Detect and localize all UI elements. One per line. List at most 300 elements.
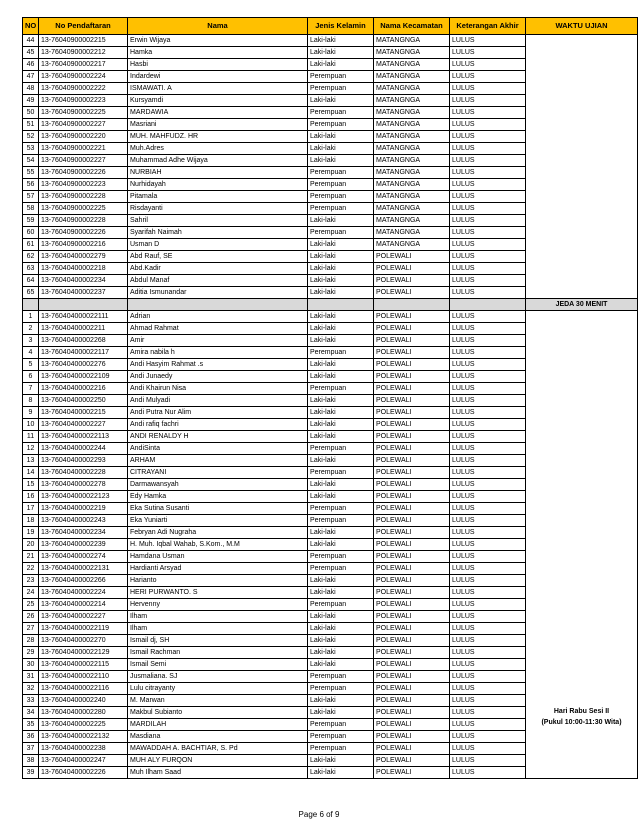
registration-number: 13-76040900002215 [39,35,128,47]
final-status: LULUS [450,131,526,143]
gender: Laki-laki [308,587,374,599]
gender: Perempuan [308,563,374,575]
table-row [23,35,638,47]
participant-name: Syarifah Naimah [128,227,308,239]
district: POLEWALI [374,311,450,323]
district: POLEWALI [374,755,450,767]
participant-name: Ilham [128,623,308,635]
final-status: LULUS [450,467,526,479]
participant-name: Sahril [128,215,308,227]
district: POLEWALI [374,275,450,287]
final-status: LULUS [450,683,526,695]
registration-number: 13-760404000022132 [39,731,128,743]
row-number: 46 [23,59,39,71]
gender: Perempuan [308,719,374,731]
registration-number: 13-76040900002222 [39,83,128,95]
participant-name: AndiSinta [128,443,308,455]
row-number: 29 [23,647,39,659]
registration-number: 13-760404000022123 [39,491,128,503]
gender: Laki-laki [308,527,374,539]
registration-number: 13-76040900002227 [39,155,128,167]
table-header-row [23,18,638,35]
final-status: LULUS [450,743,526,755]
participant-name: Adrian [128,311,308,323]
row-number: 51 [23,119,39,131]
registration-number: 13-76040400002239 [39,539,128,551]
separator-cell [450,299,526,311]
registration-number: 13-76040400002250 [39,395,128,407]
final-status: LULUS [450,599,526,611]
row-number: 5 [23,359,39,371]
district: MATANGNGA [374,143,450,155]
row-number: 38 [23,755,39,767]
gender: Perempuan [308,683,374,695]
final-status: LULUS [450,431,526,443]
gender: Laki-laki [308,143,374,155]
participant-name: Abd Rauf, SE [128,251,308,263]
district: POLEWALI [374,683,450,695]
final-status: LULUS [450,395,526,407]
registration-number: 13-76040400002280 [39,707,128,719]
participant-name: Abd.Kadir [128,263,308,275]
separator-cell [374,299,450,311]
registration-number: 13-76040400002216 [39,383,128,395]
row-number: 62 [23,251,39,263]
final-status: LULUS [450,347,526,359]
registration-number: 13-76040400002234 [39,527,128,539]
district: MATANGNGA [374,71,450,83]
final-status: LULUS [450,107,526,119]
district: POLEWALI [374,407,450,419]
district: MATANGNGA [374,239,450,251]
row-number: 16 [23,491,39,503]
row-number: 8 [23,395,39,407]
row-number: 4 [23,347,39,359]
separator-row [23,299,638,311]
row-number: 14 [23,467,39,479]
row-number: 47 [23,71,39,83]
participant-name: Ahmad Rahmat [128,323,308,335]
final-status: LULUS [450,503,526,515]
registration-number: 13-76040400002240 [39,695,128,707]
participant-name: Makbul Subianto [128,707,308,719]
row-number: 13 [23,455,39,467]
registration-number: 13-76040400002219 [39,503,128,515]
gender: Laki-laki [308,455,374,467]
registration-number: 13-76040400002218 [39,263,128,275]
district: MATANGNGA [374,131,450,143]
district: POLEWALI [374,743,450,755]
district: MATANGNGA [374,95,450,107]
final-status: LULUS [450,731,526,743]
final-status: LULUS [450,611,526,623]
gender: Laki-laki [308,419,374,431]
final-status: LULUS [450,755,526,767]
gender: Laki-laki [308,371,374,383]
participant-name: Risdayanti [128,203,308,215]
registration-number: 13-76040400002274 [39,551,128,563]
district: MATANGNGA [374,203,450,215]
final-status: LULUS [450,359,526,371]
row-number: 65 [23,287,39,299]
final-status: LULUS [450,335,526,347]
registration-number: 13-76040900002228 [39,191,128,203]
participant-name: Indardewi [128,71,308,83]
district: POLEWALI [374,731,450,743]
row-number: 23 [23,575,39,587]
final-status: LULUS [450,143,526,155]
gender: Perempuan [308,515,374,527]
district: MATANGNGA [374,167,450,179]
district: POLEWALI [374,359,450,371]
participant-name: Ismail dj, SH [128,635,308,647]
registration-number: 13-76040900002223 [39,95,128,107]
row-number: 33 [23,695,39,707]
registration-number: 13-760404000022113 [39,431,128,443]
registration-number: 13-76040900002223 [39,179,128,191]
district: POLEWALI [374,623,450,635]
participant-name: ARHAM [128,455,308,467]
registration-number: 13-760404000022109 [39,371,128,383]
registration-number: 13-76040900002228 [39,215,128,227]
final-status: LULUS [450,707,526,719]
final-status: LULUS [450,239,526,251]
district: POLEWALI [374,419,450,431]
participant-name: Abdul Manaf [128,275,308,287]
district: POLEWALI [374,431,450,443]
participant-name: Ismail Rachman [128,647,308,659]
registration-number: 13-76040400002225 [39,719,128,731]
row-number: 20 [23,539,39,551]
registration-number: 13-76040400002247 [39,755,128,767]
row-number: 34 [23,707,39,719]
final-status: LULUS [450,275,526,287]
participant-name: Ismail Semi [128,659,308,671]
registration-number: 13-76040400002268 [39,335,128,347]
participant-name: Kursyamdi [128,95,308,107]
district: POLEWALI [374,671,450,683]
district: POLEWALI [374,719,450,731]
registration-number: 13-76040400002276 [39,359,128,371]
participant-name: Usman D [128,239,308,251]
row-number: 1 [23,311,39,323]
participant-name: Andi rafiq fachri [128,419,308,431]
gender: Laki-laki [308,59,374,71]
gender: Perempuan [308,83,374,95]
district: POLEWALI [374,383,450,395]
final-status: LULUS [450,539,526,551]
registration-number: 13-760404000022129 [39,647,128,659]
gender: Perempuan [308,743,374,755]
district: MATANGNGA [374,35,450,47]
registration-number: 13-760404000022116 [39,683,128,695]
registration-number: 13-76040900002226 [39,167,128,179]
district: POLEWALI [374,455,450,467]
gender: Perempuan [308,71,374,83]
gender: Laki-laki [308,575,374,587]
table-body-session-2 [23,311,638,779]
row-number: 26 [23,611,39,623]
final-status: LULUS [450,215,526,227]
district: MATANGNGA [374,215,450,227]
registration-number: 13-76040400002227 [39,611,128,623]
participant-name: Muhammad Adhe Wijaya [128,155,308,167]
registration-number: 13-76040400002214 [39,599,128,611]
participant-name: MARDILAH [128,719,308,731]
final-status: LULUS [450,35,526,47]
registration-number: 13-76040400002227 [39,419,128,431]
final-status: LULUS [450,563,526,575]
registration-number: 13-76040900002226 [39,227,128,239]
break-label: JEDA 30 MENIT [526,299,638,311]
row-number: 37 [23,743,39,755]
district: POLEWALI [374,347,450,359]
gender: Laki-laki [308,479,374,491]
gender: Perempuan [308,443,374,455]
separator-cell [128,299,308,311]
district: POLEWALI [374,287,450,299]
gender: Perempuan [308,203,374,215]
gender: Laki-laki [308,695,374,707]
row-number: 22 [23,563,39,575]
row-number: 21 [23,551,39,563]
participant-name: Amir [128,335,308,347]
gender: Laki-laki [308,647,374,659]
row-number: 49 [23,95,39,107]
district: MATANGNGA [374,47,450,59]
district: POLEWALI [374,599,450,611]
district: POLEWALI [374,647,450,659]
final-status: LULUS [450,623,526,635]
participant-name: Ilham [128,611,308,623]
registration-number: 13-76040400002211 [39,323,128,335]
final-status: LULUS [450,251,526,263]
participant-name: Aditia Ismunandar [128,287,308,299]
gender: Laki-laki [308,311,374,323]
final-status: LULUS [450,191,526,203]
participant-name: HERI PURWANTO. S [128,587,308,599]
participant-name: Andi Hasyim Rahmat .s [128,359,308,371]
registration-number: 13-76040400002244 [39,443,128,455]
row-number: 32 [23,683,39,695]
row-number: 61 [23,239,39,251]
gender: Laki-laki [308,95,374,107]
participant-table [22,17,638,779]
district: MATANGNGA [374,179,450,191]
row-number: 56 [23,179,39,191]
final-status: LULUS [450,155,526,167]
gender: Laki-laki [308,407,374,419]
gender: Perempuan [308,107,374,119]
participant-name: MAWADDAH A. BACHTIAR, S. Pd [128,743,308,755]
district: POLEWALI [374,467,450,479]
gender: Perempuan [308,227,374,239]
header-registration-number: No Pendaftaran [39,18,128,35]
final-status: LULUS [450,719,526,731]
participant-name: Febryan Adi Nugraha [128,527,308,539]
participant-name: Nurhidayah [128,179,308,191]
registration-number: 13-760404000022115 [39,659,128,671]
table-row [23,311,638,323]
gender: Laki-laki [308,395,374,407]
participant-name: NURBIAH [128,167,308,179]
gender: Perempuan [308,503,374,515]
exam-time-cell [526,35,638,299]
gender: Laki-laki [308,287,374,299]
registration-number: 13-76040400002243 [39,515,128,527]
registration-number: 13-76040400002279 [39,251,128,263]
row-number: 19 [23,527,39,539]
district: POLEWALI [374,659,450,671]
district: POLEWALI [374,251,450,263]
district: POLEWALI [374,323,450,335]
final-status: LULUS [450,419,526,431]
row-number: 52 [23,131,39,143]
district: POLEWALI [374,479,450,491]
district: MATANGNGA [374,119,450,131]
header-gender: Jenis Kelamin [308,18,374,35]
header-district: Nama Kecamatan [374,18,450,35]
participant-name: Edy Hamka [128,491,308,503]
row-number: 35 [23,719,39,731]
district: POLEWALI [374,695,450,707]
participant-name: Hamdana Usman [128,551,308,563]
registration-number: 13-760404000022131 [39,563,128,575]
row-number: 58 [23,203,39,215]
final-status: LULUS [450,119,526,131]
gender: Laki-laki [308,215,374,227]
registration-number: 13-76040900002217 [39,59,128,71]
final-status: LULUS [450,287,526,299]
row-number: 3 [23,335,39,347]
row-number: 50 [23,107,39,119]
participant-name: M. Marwan [128,695,308,707]
final-status: LULUS [450,575,526,587]
district: POLEWALI [374,371,450,383]
final-status: LULUS [450,767,526,779]
participant-name: MARDAWIA [128,107,308,119]
registration-number: 13-760404000022117 [39,347,128,359]
gender: Laki-laki [308,35,374,47]
district: POLEWALI [374,443,450,455]
final-status: LULUS [450,587,526,599]
participant-name: Muh Ilham Saad [128,767,308,779]
row-number: 7 [23,383,39,395]
final-status: LULUS [450,455,526,467]
row-number: 48 [23,83,39,95]
gender: Perempuan [308,167,374,179]
final-status: LULUS [450,383,526,395]
registration-number: 13-76040400002224 [39,587,128,599]
final-status: LULUS [450,695,526,707]
participant-name: MUH. MAHFUDZ. HR [128,131,308,143]
participant-name: Amira nabila h [128,347,308,359]
row-number: 27 [23,623,39,635]
district: POLEWALI [374,527,450,539]
table-separator [23,299,638,311]
final-status: LULUS [450,47,526,59]
participant-name: CITRAYANI [128,467,308,479]
district: POLEWALI [374,767,450,779]
row-number: 45 [23,47,39,59]
row-number: 9 [23,407,39,419]
gender: Laki-laki [308,359,374,371]
district: POLEWALI [374,563,450,575]
registration-number: 13-760404000022110 [39,671,128,683]
row-number: 12 [23,443,39,455]
participant-name: Andi Putra Nur Alim [128,407,308,419]
final-status: LULUS [450,167,526,179]
gender: Perempuan [308,467,374,479]
gender: Perempuan [308,347,374,359]
registration-number: 13-76040900002212 [39,47,128,59]
participant-name: Eka Sutina Susanti [128,503,308,515]
gender: Laki-laki [308,611,374,623]
district: POLEWALI [374,551,450,563]
final-status: LULUS [450,71,526,83]
gender: Perempuan [308,671,374,683]
gender: Laki-laki [308,635,374,647]
registration-number: 13-76040900002220 [39,131,128,143]
row-number: 24 [23,587,39,599]
registration-number: 13-76040400002270 [39,635,128,647]
district: POLEWALI [374,635,450,647]
district: POLEWALI [374,611,450,623]
final-status: LULUS [450,83,526,95]
participant-name: ISMAWATI. A [128,83,308,95]
participant-name: Hardianti Arsyad [128,563,308,575]
gender: Perempuan [308,731,374,743]
district: POLEWALI [374,335,450,347]
row-number: 55 [23,167,39,179]
final-status: LULUS [450,407,526,419]
district: MATANGNGA [374,107,450,119]
gender: Laki-laki [308,251,374,263]
district: MATANGNGA [374,83,450,95]
final-status: LULUS [450,311,526,323]
district: POLEWALI [374,503,450,515]
final-status: LULUS [450,551,526,563]
final-status: LULUS [450,443,526,455]
header-final-status: Keterangan Akhir [450,18,526,35]
district: MATANGNGA [374,59,450,71]
participant-name: Pitamala [128,191,308,203]
participant-name: Masriani [128,119,308,131]
gender: Perempuan [308,551,374,563]
row-number: 31 [23,671,39,683]
final-status: LULUS [450,671,526,683]
row-number: 15 [23,479,39,491]
gender: Laki-laki [308,431,374,443]
participant-name: Lulu citrayanty [128,683,308,695]
row-number: 63 [23,263,39,275]
registration-number: 13-760404000022119 [39,623,128,635]
district: MATANGNGA [374,227,450,239]
participant-name: Jusmaliana. SJ [128,671,308,683]
row-number: 30 [23,659,39,671]
gender: Laki-laki [308,239,374,251]
gender: Laki-laki [308,263,374,275]
row-number: 10 [23,419,39,431]
gender: Laki-laki [308,155,374,167]
row-number: 59 [23,215,39,227]
gender: Laki-laki [308,707,374,719]
gender: Laki-laki [308,131,374,143]
header-exam-time: WAKTU UJIAN [526,18,638,35]
district: POLEWALI [374,491,450,503]
participant-name: Muh.Adres [128,143,308,155]
row-number: 60 [23,227,39,239]
